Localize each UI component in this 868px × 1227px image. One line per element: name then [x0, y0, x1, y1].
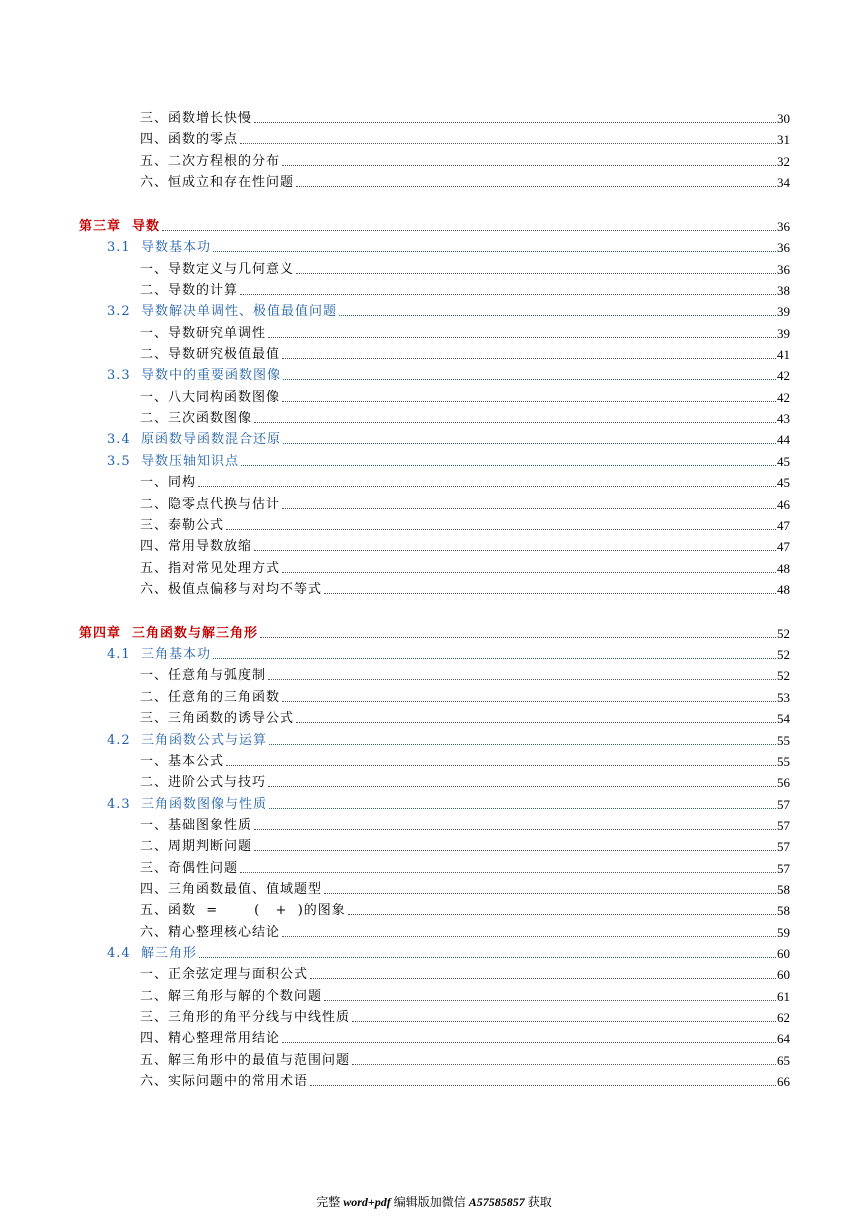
toc-entry-sub[interactable]: [140, 684, 790, 705]
toc-entry-sub[interactable]: [140, 961, 790, 982]
toc-page-number: 32: [777, 153, 790, 169]
toc-entry-sub[interactable]: [140, 469, 790, 490]
toc-dot-leader: [352, 1021, 776, 1022]
toc-entry-title: 一、基本公式: [140, 753, 225, 769]
toc-entry-title: 四、三角函数最值、值域题型: [140, 881, 323, 897]
toc-page-number: 36: [777, 218, 790, 234]
toc-entry-sub[interactable]: [140, 384, 790, 405]
toc-dot-leader: [282, 701, 776, 702]
toc-entry-sub[interactable]: [140, 576, 790, 597]
toc-entry-title: 4.2 三角函数公式与运算: [107, 732, 267, 748]
toc-entry-sub[interactable]: [140, 126, 790, 147]
toc-dot-leader: [282, 1042, 776, 1043]
toc-entry-title: 3.4 原函数导函数混合还原: [107, 432, 281, 448]
toc-dot-leader: [268, 786, 776, 787]
toc-entry-title: 一、任意角与弧度制: [140, 668, 267, 684]
toc-entry-title: 六、极值点偏移与对均不等式: [140, 581, 323, 597]
toc-page-number: 47: [777, 539, 790, 555]
toc-entry-title: 4.3 三角函数图像与性质: [107, 796, 267, 812]
toc-entry-title: 五、函数 = ( + )的图象: [140, 903, 346, 919]
toc-page-number: 55: [777, 753, 790, 769]
toc-page-number: 52: [777, 625, 790, 641]
toc-dot-leader: [283, 379, 776, 380]
toc-dot-leader: [268, 679, 776, 680]
toc-entry-title: 二、任意角的三角函数: [140, 689, 281, 705]
toc-page-number: 54: [777, 711, 790, 727]
toc-entry-sub[interactable]: [140, 341, 790, 362]
toc-entry-sub[interactable]: [140, 897, 790, 918]
toc-page-number: 41: [777, 347, 790, 362]
toc-entry-sub[interactable]: [140, 919, 790, 940]
toc-dot-leader: [296, 273, 776, 274]
toc-entry-title: 二、解三角形与解的个数问题: [140, 988, 323, 1004]
toc-entry-sec[interactable]: [107, 641, 790, 662]
toc-dot-leader: [324, 893, 776, 894]
toc-entry-title: 一、八大同构函数图像: [140, 389, 281, 405]
toc-dot-leader: [162, 230, 776, 231]
toc-page-number: 34: [777, 175, 790, 190]
toc-entry-sub[interactable]: [140, 148, 790, 169]
toc-entry-title: 二、周期判断问题: [140, 839, 253, 855]
toc-entry-title: 3.2 导数解决单调性、极值最值问题: [107, 304, 337, 320]
toc-dot-leader: [260, 637, 776, 638]
toc-dot-leader: [324, 1000, 776, 1001]
toc-dot-leader: [282, 401, 776, 402]
toc-dot-leader: [254, 550, 776, 551]
toc-dot-leader: [269, 808, 776, 809]
toc-dot-leader: [282, 165, 776, 166]
toc-entry-title: 3.3 导数中的重要函数图像: [107, 368, 281, 384]
toc-page-number: 45: [777, 475, 790, 491]
toc-dot-leader: [254, 829, 776, 830]
toc-entry-title: 4.4 解三角形: [107, 946, 197, 961]
toc-entry-sub[interactable]: [140, 105, 790, 126]
toc-page-number: 59: [777, 924, 790, 940]
toc-entry-sub[interactable]: [140, 876, 790, 897]
toc-dot-leader: [199, 957, 776, 958]
toc-page-number: 39: [777, 304, 790, 320]
toc-page-number: 57: [777, 860, 790, 876]
toc-page-number: 60: [777, 967, 790, 983]
toc-entry-title: 六、恒成立和存在性问题: [140, 175, 295, 190]
toc-page-number: 42: [777, 389, 790, 405]
footer-emphasis: word+pdf: [343, 1195, 391, 1209]
toc-entry-title: 二、三次函数图像: [140, 411, 253, 427]
toc-entry-title: 四、常用导数放缩: [140, 539, 253, 555]
toc-dot-leader: [339, 315, 776, 316]
toc-dot-leader: [324, 593, 776, 594]
toc-dot-leader: [268, 337, 776, 338]
toc-entry-title: 一、同构: [140, 475, 197, 491]
toc-dot-leader: [241, 465, 776, 466]
toc-page-number: 57: [777, 817, 790, 833]
toc-page-number: 65: [777, 1052, 790, 1068]
footer-note: [0, 1193, 868, 1210]
toc-entry-title: 3.5 导数压轴知识点: [107, 453, 239, 469]
toc-page-number: 42: [777, 368, 790, 384]
toc-entry-title: 第四章 三角函数与解三角形: [79, 625, 259, 641]
toc-entry-sub[interactable]: [140, 1068, 790, 1089]
toc-entry-sub[interactable]: [140, 555, 790, 576]
toc-page-number: 60: [777, 946, 790, 961]
toc-dot-leader: [348, 914, 776, 915]
toc-entry-sub[interactable]: [140, 1025, 790, 1046]
toc-page-number: 66: [777, 1074, 790, 1090]
toc-entry-sub[interactable]: [140, 833, 790, 854]
toc-entry-sub[interactable]: [140, 405, 790, 426]
toc-entry-sub[interactable]: [140, 1047, 790, 1068]
toc-page-number: 48: [777, 581, 790, 597]
toc-entry-title: 一、正余弦定理与面积公式: [140, 967, 309, 983]
toc-entry-sec[interactable]: [107, 234, 790, 255]
toc-dot-leader: [296, 722, 776, 723]
toc-entry-sub[interactable]: [140, 533, 790, 554]
toc-entry-sub[interactable]: [140, 169, 790, 190]
toc-dot-leader: [310, 1085, 776, 1086]
toc-entry-title: 四、精心整理常用结论: [140, 1031, 281, 1047]
toc-entry-title: 二、导数研究极值最值: [140, 347, 281, 362]
toc-entry-sub[interactable]: [140, 491, 790, 512]
toc-dot-leader: [240, 143, 776, 144]
toc-page-number: 48: [777, 560, 790, 576]
toc-entry-sec[interactable]: [107, 426, 790, 447]
toc-entry-title: 一、导数研究单调性: [140, 325, 267, 341]
toc-entry-title: 第三章 导数: [79, 218, 161, 234]
toc-entry-title: 二、导数的计算: [140, 282, 239, 298]
toc-dot-leader: [310, 978, 776, 979]
footer-middle: 编辑版加微信: [390, 1195, 469, 1209]
toc-entry-sec[interactable]: [107, 727, 790, 748]
toc-entry-chap[interactable]: [79, 213, 790, 234]
toc-entry-chap[interactable]: [79, 620, 790, 641]
toc-entry-title: 五、指对常见处理方式: [140, 560, 281, 576]
toc-entry-title: 3.1 导数基本功: [107, 240, 211, 256]
toc-entry-sub[interactable]: [140, 662, 790, 683]
toc-entry-title: 三、函数增长快慢: [140, 111, 253, 126]
toc-page-number: 36: [777, 261, 790, 277]
toc-entry-sub[interactable]: [140, 983, 790, 1004]
toc-dot-leader: [198, 486, 776, 487]
toc-dot-leader: [213, 658, 776, 659]
toc-dot-leader: [254, 122, 776, 123]
toc-entry-title: 二、进阶公式与技巧: [140, 775, 267, 791]
toc-page-number: 44: [777, 432, 790, 448]
toc-entry-sub[interactable]: [140, 512, 790, 533]
toc-dot-leader: [213, 251, 776, 252]
toc-page-number: 53: [777, 689, 790, 705]
toc-dot-leader: [226, 529, 776, 530]
toc-page-number: 38: [777, 282, 790, 298]
toc-entry-sec[interactable]: [107, 362, 790, 383]
toc-page-number: 30: [777, 111, 790, 126]
toc-entry-sec[interactable]: [107, 448, 790, 469]
toc-page-number: 61: [777, 988, 790, 1004]
toc-entry-title: 六、精心整理核心结论: [140, 924, 281, 940]
toc-page-number: 31: [777, 132, 790, 148]
footer-prefix: 完整: [316, 1195, 344, 1209]
toc-page-number: 46: [777, 496, 790, 512]
toc-entry-title: 4.1 三角基本功: [107, 647, 211, 663]
toc-page-number: 58: [777, 881, 790, 897]
toc-page-number: 62: [777, 1010, 790, 1025]
toc-dot-leader: [282, 358, 776, 359]
toc-entry-title: 三、奇偶性问题: [140, 860, 239, 876]
toc-page-number: 36: [777, 240, 790, 256]
footer-suffix: 获取: [524, 1195, 552, 1209]
footer-wechat-id: A57585857: [468, 1195, 525, 1209]
toc-entry-sub[interactable]: [140, 320, 790, 341]
toc-entry-sec[interactable]: [107, 940, 790, 961]
toc-dot-leader: [240, 872, 776, 873]
toc-page-number: 57: [777, 839, 790, 855]
toc-entry-title: 三、三角形的角平分线与中线性质: [140, 1010, 351, 1025]
toc-dot-leader: [226, 765, 776, 766]
toc-dot-leader: [282, 572, 776, 573]
toc-dot-leader: [282, 508, 776, 509]
toc-page-number: 57: [777, 796, 790, 812]
toc-entry-title: 五、解三角形中的最值与范围问题: [140, 1052, 351, 1068]
toc-dot-leader: [282, 936, 776, 937]
toc-entry-title: 六、实际问题中的常用术语: [140, 1074, 309, 1090]
toc-entry-title: 五、二次方程根的分布: [140, 153, 281, 169]
toc-entry-title: 三、三角函数的诱导公式: [140, 711, 295, 727]
toc-page-number: 58: [777, 903, 790, 919]
toc-entry-title: 一、导数定义与几何意义: [140, 261, 295, 277]
toc-entry-sub[interactable]: [140, 1004, 790, 1025]
toc-entry-sub[interactable]: [140, 277, 790, 298]
toc-dot-leader: [254, 422, 776, 423]
toc-page-number: 43: [777, 411, 790, 427]
toc-page-number: 39: [777, 325, 790, 341]
toc-entry-title: 四、函数的零点: [140, 132, 239, 148]
toc-page-number: 47: [777, 517, 790, 533]
toc-page-number: 52: [777, 647, 790, 663]
toc-dot-leader: [269, 744, 776, 745]
toc-entry-title: 一、基础图象性质: [140, 817, 253, 833]
toc-dot-leader: [283, 443, 776, 444]
toc-dot-leader: [240, 294, 776, 295]
toc-page-number: 52: [777, 668, 790, 684]
toc-entry-sub[interactable]: [140, 705, 790, 726]
toc-entry-sub[interactable]: [140, 855, 790, 876]
toc-page-number: 45: [777, 453, 790, 469]
toc-entry-sub[interactable]: [140, 769, 790, 790]
toc-entry-sub[interactable]: [140, 812, 790, 833]
toc-dot-leader: [254, 850, 776, 851]
toc-entry-sec[interactable]: [107, 298, 790, 319]
toc-entry-sec[interactable]: [107, 791, 790, 812]
toc-entry-title: 三、泰勒公式: [140, 517, 225, 533]
toc-entry-title: 二、隐零点代换与估计: [140, 496, 281, 512]
toc-dot-leader: [352, 1064, 776, 1065]
toc-page-number: 64: [777, 1031, 790, 1047]
toc-entry-sub[interactable]: [140, 256, 790, 277]
toc-entry-sub[interactable]: [140, 748, 790, 769]
toc-dot-leader: [296, 186, 776, 187]
toc-page-number: 56: [777, 775, 790, 791]
toc-page-number: 55: [777, 732, 790, 748]
